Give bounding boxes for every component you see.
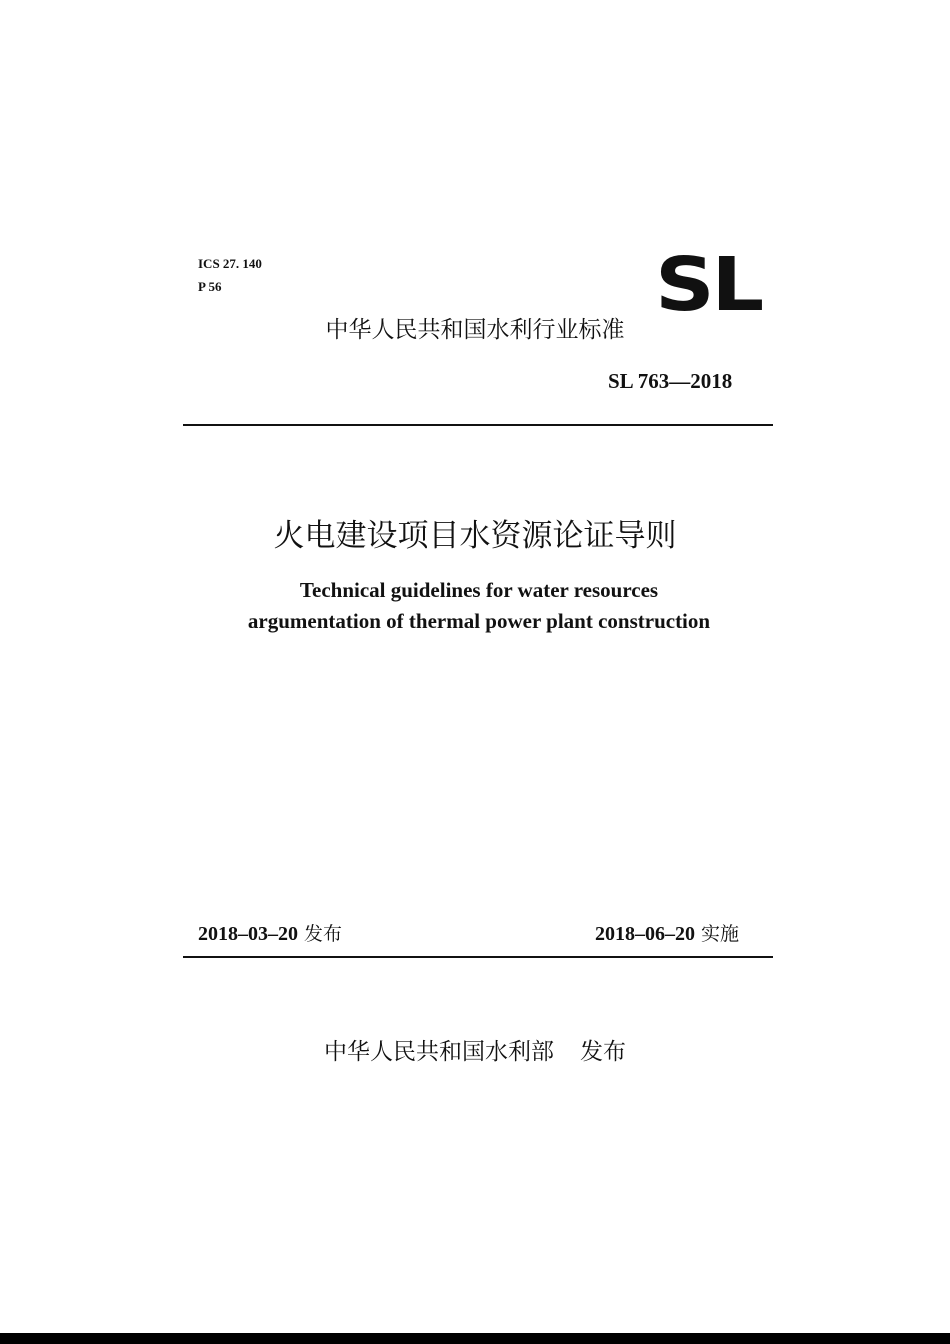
implementation-date: 2018–06–20 (595, 923, 695, 945)
issue-label: 发布 (304, 923, 343, 945)
publisher-line (0, 1036, 950, 1068)
title-english-line-2: argumentation of thermal power plant construction (247, 609, 711, 633)
sl-standard-logo: SL (655, 242, 761, 328)
issue-date-block (198, 918, 342, 949)
title-english-line-1: Technical guidelines for water resources (299, 578, 659, 602)
publisher-label: 发布 (580, 1039, 626, 1065)
ics-code: ICS 27. 140 (198, 256, 262, 271)
implementation-label: 实施 (701, 923, 740, 945)
top-divider (183, 424, 773, 426)
publisher-organization: 中华人民共和国水利部 (324, 1039, 554, 1065)
issue-date: 2018–03–20 (198, 923, 298, 945)
standard-number: SL 763—2018 (608, 369, 733, 393)
classification-code: P 56 (198, 279, 222, 294)
scan-bottom-edge (0, 1333, 950, 1344)
standard-type-heading: 中华人民共和国水利行业标准 (325, 317, 625, 343)
implementation-date-block (595, 918, 739, 949)
bottom-divider (183, 956, 773, 958)
title-chinese: 火电建设项目水资源论证导则 (273, 518, 677, 554)
